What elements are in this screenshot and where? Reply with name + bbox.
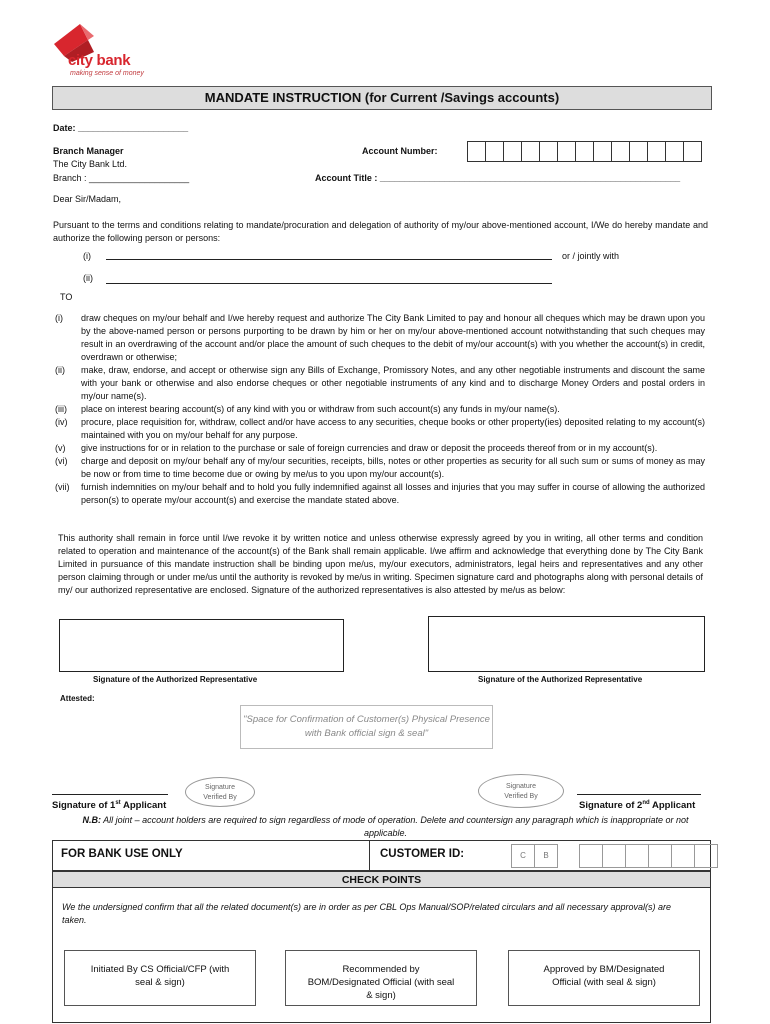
- logo-name: city bank: [68, 52, 131, 69]
- signature-verified-stamp-2[interactable]: Signature Verified By: [478, 774, 564, 808]
- rep-signature-box-2[interactable]: [428, 616, 705, 672]
- clause-item: (vii) furnish indemnities on my/our behalf and to hold you fully indemnified against all losses and injuries that you may suffer in course of allowing the authorized person(s) to operate my/our account(s) and exercise the mandate stated above.: [55, 482, 705, 505]
- account-title-label: Account Title : ____________________________________________________________: [315, 173, 681, 183]
- customer-id-boxes[interactable]: [580, 844, 718, 868]
- recommended-by-box[interactable]: Recommended by BOM/Designated Official (with seal & sign): [285, 950, 477, 1006]
- initiated-by-box[interactable]: Initiated By CS Official/CFP (with seal & sign): [64, 950, 256, 1006]
- jointly-text: or / jointly with: [562, 251, 620, 261]
- logo-tagline: making sense of money: [70, 70, 144, 77]
- nb-note: N.B: All joint – account holders are required to sign regardless of mode of operation. Delete and countersign any paragraph which is inappropriate or not applicable.: [82, 815, 689, 838]
- address-line-2: The City Bank Ltd.: [53, 159, 128, 169]
- form-title: MANDATE INSTRUCTION (for Current /Savings accounts): [52, 86, 712, 110]
- person-i-line[interactable]: [106, 259, 552, 260]
- confirmation-text: We the undersigned confirm that all the related document(s) are in order as per CBL Ops Manual/SOP/related circulars and all necessary approval(s) are taken.: [62, 902, 671, 925]
- account-number-boxes[interactable]: [468, 141, 702, 162]
- approved-by-box[interactable]: Approved by BM/Designated Official (with seal & sign): [508, 950, 700, 1006]
- person-i-label: (i): [83, 251, 91, 261]
- clause-item: (v) give instructions for or in relation to the purchase or sale of foreign currencies and draw or deposit the proceeds thereof from or in my account(s).: [55, 443, 658, 453]
- clause-item: (i) draw cheques on my/our behalf and I/we hereby request and authorize The City Bank Limited to pay and honour all cheques which may be drawn upon you by the above-named person or persons purporting to be drawn by him or her on my/our above-mentioned account notwithstanding that such cheques may result in an overdrawing of the account and/or place the amount of such cheques to the debit of my/our account(s) with you whether the account(s) in credit, overdrawn or otherwise;: [55, 313, 705, 362]
- signature-verified-stamp-1[interactable]: Signature Verified By: [185, 777, 255, 807]
- clause-list: [55, 312, 705, 507]
- bank-use-cell: [52, 840, 370, 871]
- clause-item: (iv) procure, place requisition for, withdraw, collect and/or have access to any securities, cheque books or other property(ies) deposited relating to my account(s) maintained with you on my/our behalf for any purpose.: [55, 417, 705, 440]
- rep-signature-box-1[interactable]: [59, 619, 344, 672]
- clause-item: (ii) make, draw, endorse, and accept or otherwise sign any Bills of Exchange, Promissory Notes, and any other negotiable instruments and discount the same with your bank or otherwise and also endorse cheques or other negotiable instruments of any kind and to discharge Money Orders and postal orders in my/our name(s).: [55, 365, 705, 401]
- account-title-field[interactable]: [315, 173, 680, 183]
- customer-id-prefix-boxes: [512, 844, 558, 868]
- check-points-header: CHECK POINTS: [52, 871, 711, 888]
- to-label: TO: [60, 292, 73, 302]
- clause-item: (iii) place on interest bearing account(s) of any kind with you or withdraw from such account(s) any funds in my/our name(s).: [55, 404, 560, 414]
- applicant-2-label: Signature of 2nd Applicant: [579, 800, 696, 812]
- applicant-2-signature-line[interactable]: [577, 794, 701, 795]
- branch-field[interactable]: Branch : ____________________: [53, 173, 190, 183]
- cid-prefix-box: B: [534, 844, 558, 868]
- clause-item: (vi) charge and deposit on my/our behalf any of my/our securities, receipts, bills, notes or other properties as security for all such sum or sums of money as may be now or from time to time become due or owing by me/us to you upon my/our account(s).: [55, 456, 705, 479]
- intro-paragraph: Pursuant to the terms and conditions relating to mandate/procuration and delegation of authority of my/our above-mentioned account, I/We do hereby mandate and authorize the following person or persons:: [53, 220, 708, 243]
- applicant-1-signature-line[interactable]: [52, 794, 168, 795]
- salutation: Dear Sir/Madam,: [53, 194, 122, 204]
- customer-id-label: CUSTOMER ID:: [380, 848, 465, 860]
- presence-confirmation-box[interactable]: "Space for Confirmation of Customer(s) Physical Presence with Bank official sign & seal": [240, 705, 493, 749]
- address-line-1: Branch Manager: [53, 146, 124, 156]
- account-number-label: Account Number:: [362, 146, 438, 156]
- person-ii-line[interactable]: [106, 283, 552, 284]
- authority-paragraph: This authority shall remain in force until I/we revoke it by written notice and unless otherwise expressly agreed by you in writing, all other terms and condition related to operation and maintenance of the account(s) of the Bank shall remain applicable. I/we affirm and acknowledge that everything done by The City Bank Limited in pursuance of this mandate instruction shall be binding upon me/us, my/our executors, administrators, legal heirs and representatives and any other person claiming through or under me/us until the authority is revoked by me/us in writing. Specimen signature card and photographs along with personal details of my/ our authorized representative are enclosed. Signature of the authorized representatives is also attested by me/us as below:: [58, 533, 703, 595]
- applicant-1-label: Signature of 1st Applicant: [52, 800, 167, 812]
- person-ii-label: (ii): [83, 273, 93, 283]
- date-field[interactable]: Date: ______________________: [53, 123, 189, 133]
- rep-signature-label-1: Signature of the Authorized Representative: [93, 675, 258, 684]
- bank-use-label: FOR BANK USE ONLY: [61, 848, 183, 860]
- attested-label: Attested:: [60, 694, 95, 703]
- rep-signature-label-2: Signature of the Authorized Representative: [478, 675, 643, 684]
- cid-prefix-box: C: [511, 844, 535, 868]
